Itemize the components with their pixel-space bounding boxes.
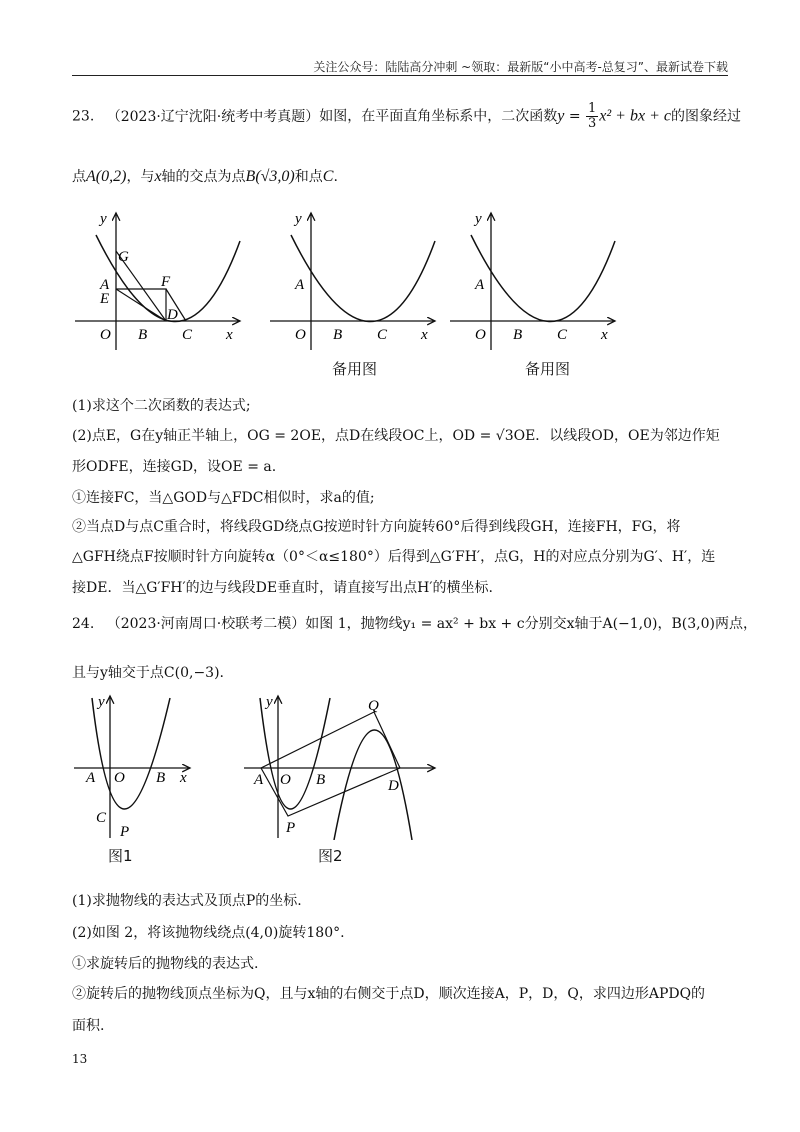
q23-fraction: $\frac{1}{3}$ [588,101,597,131]
q23-func-y: y [557,107,565,125]
label-g: G [118,249,129,265]
q23-intro-end: 的图象经过 [670,108,741,125]
parabola-rotated [334,730,412,840]
q23-func-rest: x² + bx + c [599,107,671,125]
q23-part2-i: ①连接FC，当△GOD与△FDC相似时，求a的值; [72,490,375,506]
q23-line2 [72,166,338,186]
label-c: C [557,327,568,343]
label-b: B [333,327,343,343]
label-y: y [475,211,482,227]
q24-line1 [72,613,757,633]
parabola [92,698,170,809]
label-a: A [295,277,305,293]
q24-part2: (2)如图 2，将该抛物线绕点(4,0)旋转180°. [72,925,345,941]
q24-caption-2: 图2 [318,847,343,865]
q24-part2-i: ①求旋转后的抛物线的表达式. [72,956,259,972]
label-a: A [254,772,264,788]
q23-figure-main [70,205,250,355]
label-f: F [161,274,171,290]
header-divider [72,75,728,76]
q24-caption-1: 图1 [108,847,133,865]
quadrilateral-apdq [261,712,400,816]
q23-point-a: A(0,2) [86,168,127,185]
segment-ed [116,289,166,321]
label-b: B [138,327,148,343]
label-d: D [388,778,399,794]
label-a: A [475,277,485,293]
label-q: Q [368,698,379,714]
q23-line2-b: ，与 [126,169,155,185]
q24-number: 24. [72,616,95,632]
parabola [471,235,615,322]
q24-figure-2 [240,690,440,840]
label-c: C [377,327,388,343]
q23-part2-ii-line2: △GFH绕点F按顺时针方向旋转α（0°＜α≤180°）后得到△G′FH′，点G，H的对应点分别为G′、H′，连 [72,549,716,565]
q23-line2-c: 轴的交点为点 [161,169,246,185]
label-y: y [295,211,302,227]
label-y: y [98,694,105,710]
label-o: O [295,327,306,343]
q23-line2-x: x [154,168,162,185]
q23-figure-backup1 [265,205,445,355]
q24-part1: (1)求抛物线的表达式及顶点P的坐标. [72,893,302,909]
q24-source: （2023·河南周口·校联考二模） [106,616,306,632]
q23-line2-d: 和点 [294,169,323,185]
q23-caption-1: 备用图 [332,360,378,378]
label-b: B [316,772,326,788]
q24-part2-ii-line1: ②旋转后的抛物线顶点坐标为Q，且与x轴的右侧交于点D，顺次连接A，P，D，Q，求四边形APDQ的 [72,986,706,1002]
label-a: A [86,770,96,786]
q23-number: 23. [72,108,95,125]
label-y: y [266,694,273,710]
q23-figure-backup2 [445,205,625,355]
q23-part2-ii-line3: 接DE．当△G′FH′的边与线段DE垂直时，请直接写出点H′的横坐标. [72,580,493,596]
q24-text-1: 如图 1，抛物线y₁ = ax² + bx + c分别交x轴于A(−1,0)，B(3,0)两点， [305,616,757,632]
label-x: x [421,327,428,343]
parabola [291,235,435,322]
page-header: 关注公众号：陆陆高分冲刺 ~领取：最新版“小中高考-总复习”、最新试卷下载 [313,60,728,74]
parabola-original [260,698,330,809]
q23-intro: 如图，在平面直角坐标系中，二次函数 [319,108,558,125]
label-b: B [156,770,166,786]
label-y: y [100,211,107,227]
label-o: O [475,327,486,343]
label-o: O [114,770,125,786]
label-x: x [180,770,187,786]
label-c: C [182,327,193,343]
label-p: P [286,820,296,836]
q23-caption-2: 备用图 [525,360,571,378]
q23-line1: 23. （2023·辽宁沈阳·统考中考真题）如图，在平面直角坐标系中，二次函数y = $\frac{1}{3}$ x² + bx + c的图象经过 [72,101,741,131]
label-c: C [96,810,107,826]
q23-part2-line2: 形ODFE，连接GD，设OE = a. [72,459,277,475]
label-b: B [513,327,523,343]
q23-part1: (1)求这个二次函数的表达式; [72,398,251,414]
label-a: A [100,277,110,293]
q23-point-b: B(√3,0) [245,168,295,185]
q24-part2-ii-line2: 面积. [72,1018,105,1034]
label-o: O [280,772,291,788]
q23-line2-a: 点 [72,169,86,185]
q23-line2-end: . [333,169,338,185]
label-x: x [226,327,233,343]
page-number: 13 [72,1052,88,1066]
q23-part2-line1: (2)点E，G在y轴正半轴上，OG = 2OE，点D在线段OC上，OD = √3OE．以线段OD，OE为邻边作矩 [72,428,720,444]
label-d: D [167,307,178,323]
label-e: E [100,291,110,307]
label-p: P [120,824,130,840]
q24-figure-1 [70,690,200,840]
label-o: O [100,327,111,343]
label-x: x [601,327,608,343]
q23-source: （2023·辽宁沈阳·统考中考真题） [106,108,320,125]
q23-part2-ii-line1: ②当点D与点C重合时，将线段GD绕点G按逆时针方向旋转60°后得到线段GH，连接FH，FG，将 [72,519,681,535]
q24-line2: 且与y轴交于点C(0,−3). [72,665,224,681]
q23-point-c: C [322,168,334,185]
